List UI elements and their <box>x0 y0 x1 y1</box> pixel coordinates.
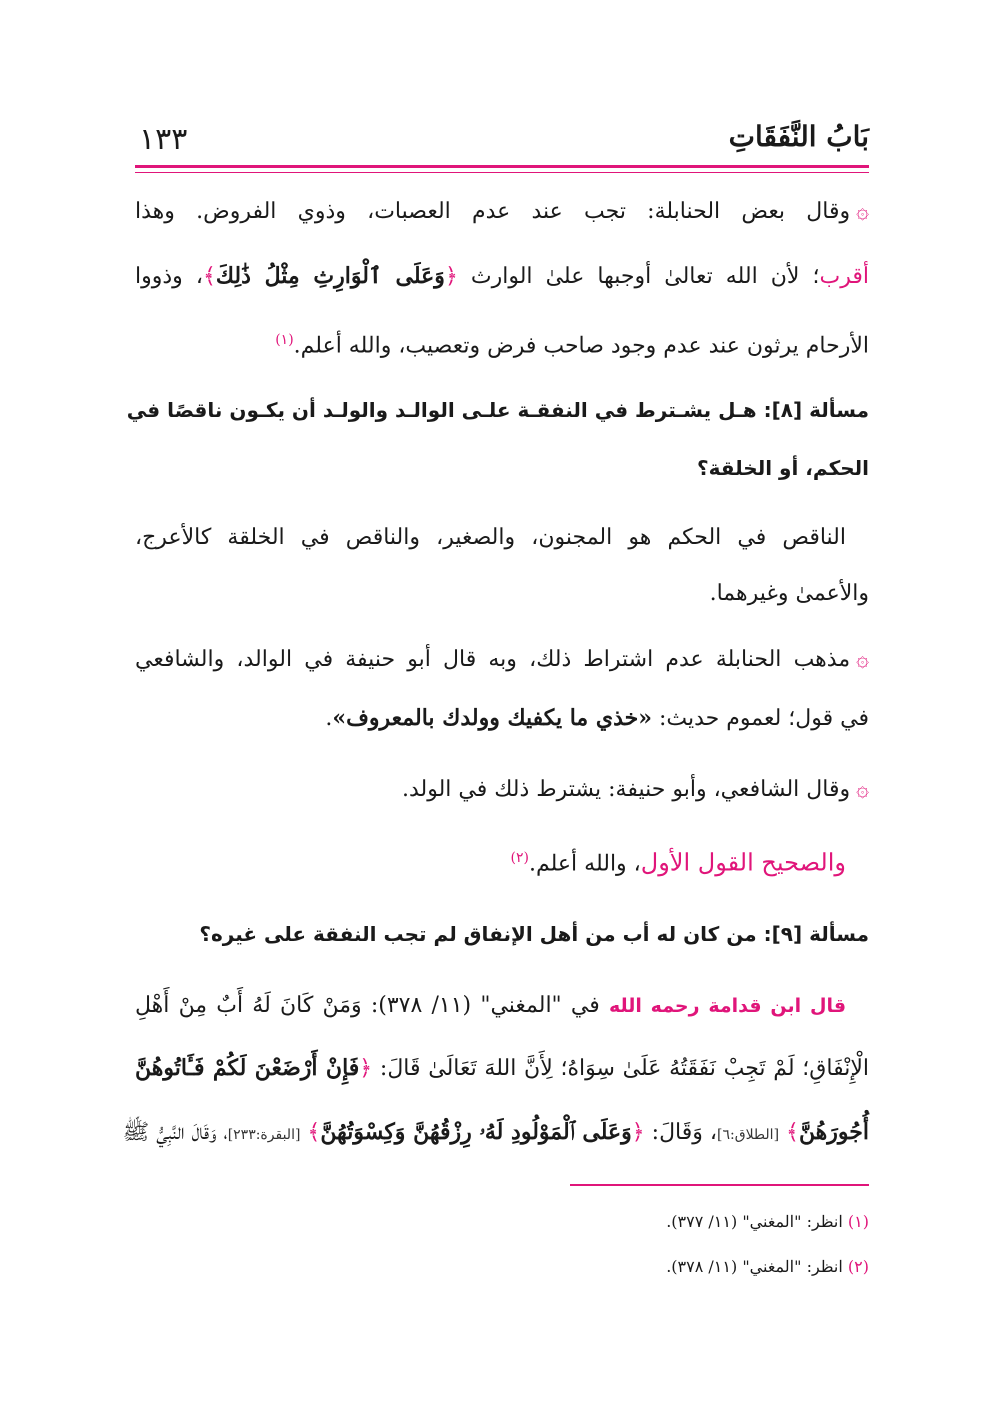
chapter-title: بَابُ النَّفَقَاتِ <box>728 120 869 153</box>
paragraph-line: الناقص في الحكم هو المجنون، والصغير، والناقص في الخلقة كالأعرج، <box>135 525 846 550</box>
quran-verse: وَعَلَى ٱلْمَوْلُودِ لَهُۥ رِزْقُهُنَّ وَكِسْوَتُهُنَّ <box>320 1119 632 1145</box>
paragraph-line: والصحيح القول الأول، والله أعلم.$^{(٢)}$ <box>510 848 846 877</box>
paragraph-line: أُجُورَهُنَّ﴾ [الطلاق:٦]، وَقَالَ: ﴿وَعَلَى ٱلْمَوْلُودِ لَهُۥ رِزْقُهُنَّ وَكِسْوَتُهُنَّ﴾ [البقرة:٢٣٣]، وَقَالَ النَّبِيُّ ﷺ <box>122 1119 869 1145</box>
footnote-ref: (١) <box>275 332 294 348</box>
question-heading: مسألة [٩]: من كان له أب من أهل الإنفاق لم تجب النفقة على غيره؟ <box>199 922 869 946</box>
verse-reference: [الطلاق:٦] <box>717 1127 780 1143</box>
page-header <box>135 120 869 160</box>
quran-verse: أُجُورَهُنَّ <box>798 1119 869 1145</box>
paragraph-line: والأعمىٰ وغيرهما. <box>709 581 869 606</box>
scholar-name: قال ابن قدامة رحمه الله <box>608 995 847 1017</box>
header-rule-thick <box>135 165 869 168</box>
question-label: مسألة [٩]: <box>763 922 869 946</box>
question-heading: مسألة [٨]: هـل يشـترط في النفقـة علـى الوالـد والولـد أن يكـون ناقصًا في <box>126 398 869 422</box>
footnote-ref: (٢) <box>510 850 530 866</box>
paragraph-line: قال ابن قدامة رحمه الله في "المغني" (١١/ ٣٧٨): وَمَنْ كَانَ لَهُ أَبٌ مِنْ أَهْلِ <box>135 993 847 1018</box>
question-heading: الحكم، أو الخلقة؟ <box>697 456 869 480</box>
footnote-text: انظر: "المغني" (١١/ ٣٧٧). <box>666 1212 843 1231</box>
question-label: مسألة [٨]: <box>763 398 869 422</box>
verse-reference: [البقرة:٢٣٣] <box>227 1127 301 1143</box>
hadith-text: «خذي ما يكفيك وولدك بالمعروف» <box>332 705 652 731</box>
footnote-text: انظر: "المغني" (١١/ ٣٧٨). <box>666 1257 843 1276</box>
paragraph-line: ۞مذهب الحنابلة عدم اشتراط ذلك، وبه قال أبو حنيفة في الوالد، والشافعي <box>135 647 869 672</box>
page-number: ١٣٣ <box>139 122 188 157</box>
flower-icon: ۞ <box>856 647 869 672</box>
quran-verse: وَعَلَى ٱلْوَارِثِ مِثْلُ ذَٰلِكَ <box>215 263 445 289</box>
quran-verse: فَإِنْ أَرْضَعْنَ لَكُمْ فَـَٔاتُوهُنَّ <box>135 1055 360 1081</box>
footnote <box>666 1210 869 1234</box>
paragraph-line: ۞وقال بعض الحنابلة: تجب عند عدم العصبات، وذوي الفروض. وهذا <box>135 199 869 224</box>
paragraph-line: الْإِنْفَاقِ؛ لَمْ تَجِبْ نَفَقَتُهُ عَلَىٰ سِوَاهُ؛ لِأَنَّ اللهَ تَعَالَىٰ قَالَ: ﴿فَإِنْ أَرْضَعْنَ لَكُمْ فَـَٔاتُوهُنَّ <box>135 1055 869 1081</box>
footnote-number: (٢) <box>847 1257 869 1276</box>
highlight-text: أقرب <box>819 264 869 289</box>
paragraph-line: ۞وقال الشافعي، وأبو حنيفة: يشترط ذلك في الولد. <box>401 777 869 802</box>
footnote <box>666 1255 869 1279</box>
footnote-number: (١) <box>847 1212 869 1231</box>
highlight-text: والصحيح القول الأول <box>640 848 846 877</box>
flower-icon: ۞ <box>856 199 869 224</box>
flower-icon: ۞ <box>856 777 869 802</box>
header-rule-thin <box>135 172 869 173</box>
paragraph-line: في قول؛ لعموم حديث: «خذي ما يكفيك وولدك بالمعروف». <box>325 705 869 731</box>
paragraph-line: أقرب؛ لأن الله تعالىٰ أوجبها علىٰ الوارث ﴿وَعَلَى ٱلْوَارِثِ مِثْلُ ذَٰلِكَ﴾، وذووا <box>135 263 869 289</box>
footnote-rule <box>570 1184 869 1186</box>
paragraph-line: الأرحام يرثون عند عدم وجود صاحب فرض وتعصيب، والله أعلم.$^{(١)}$ <box>275 332 869 359</box>
